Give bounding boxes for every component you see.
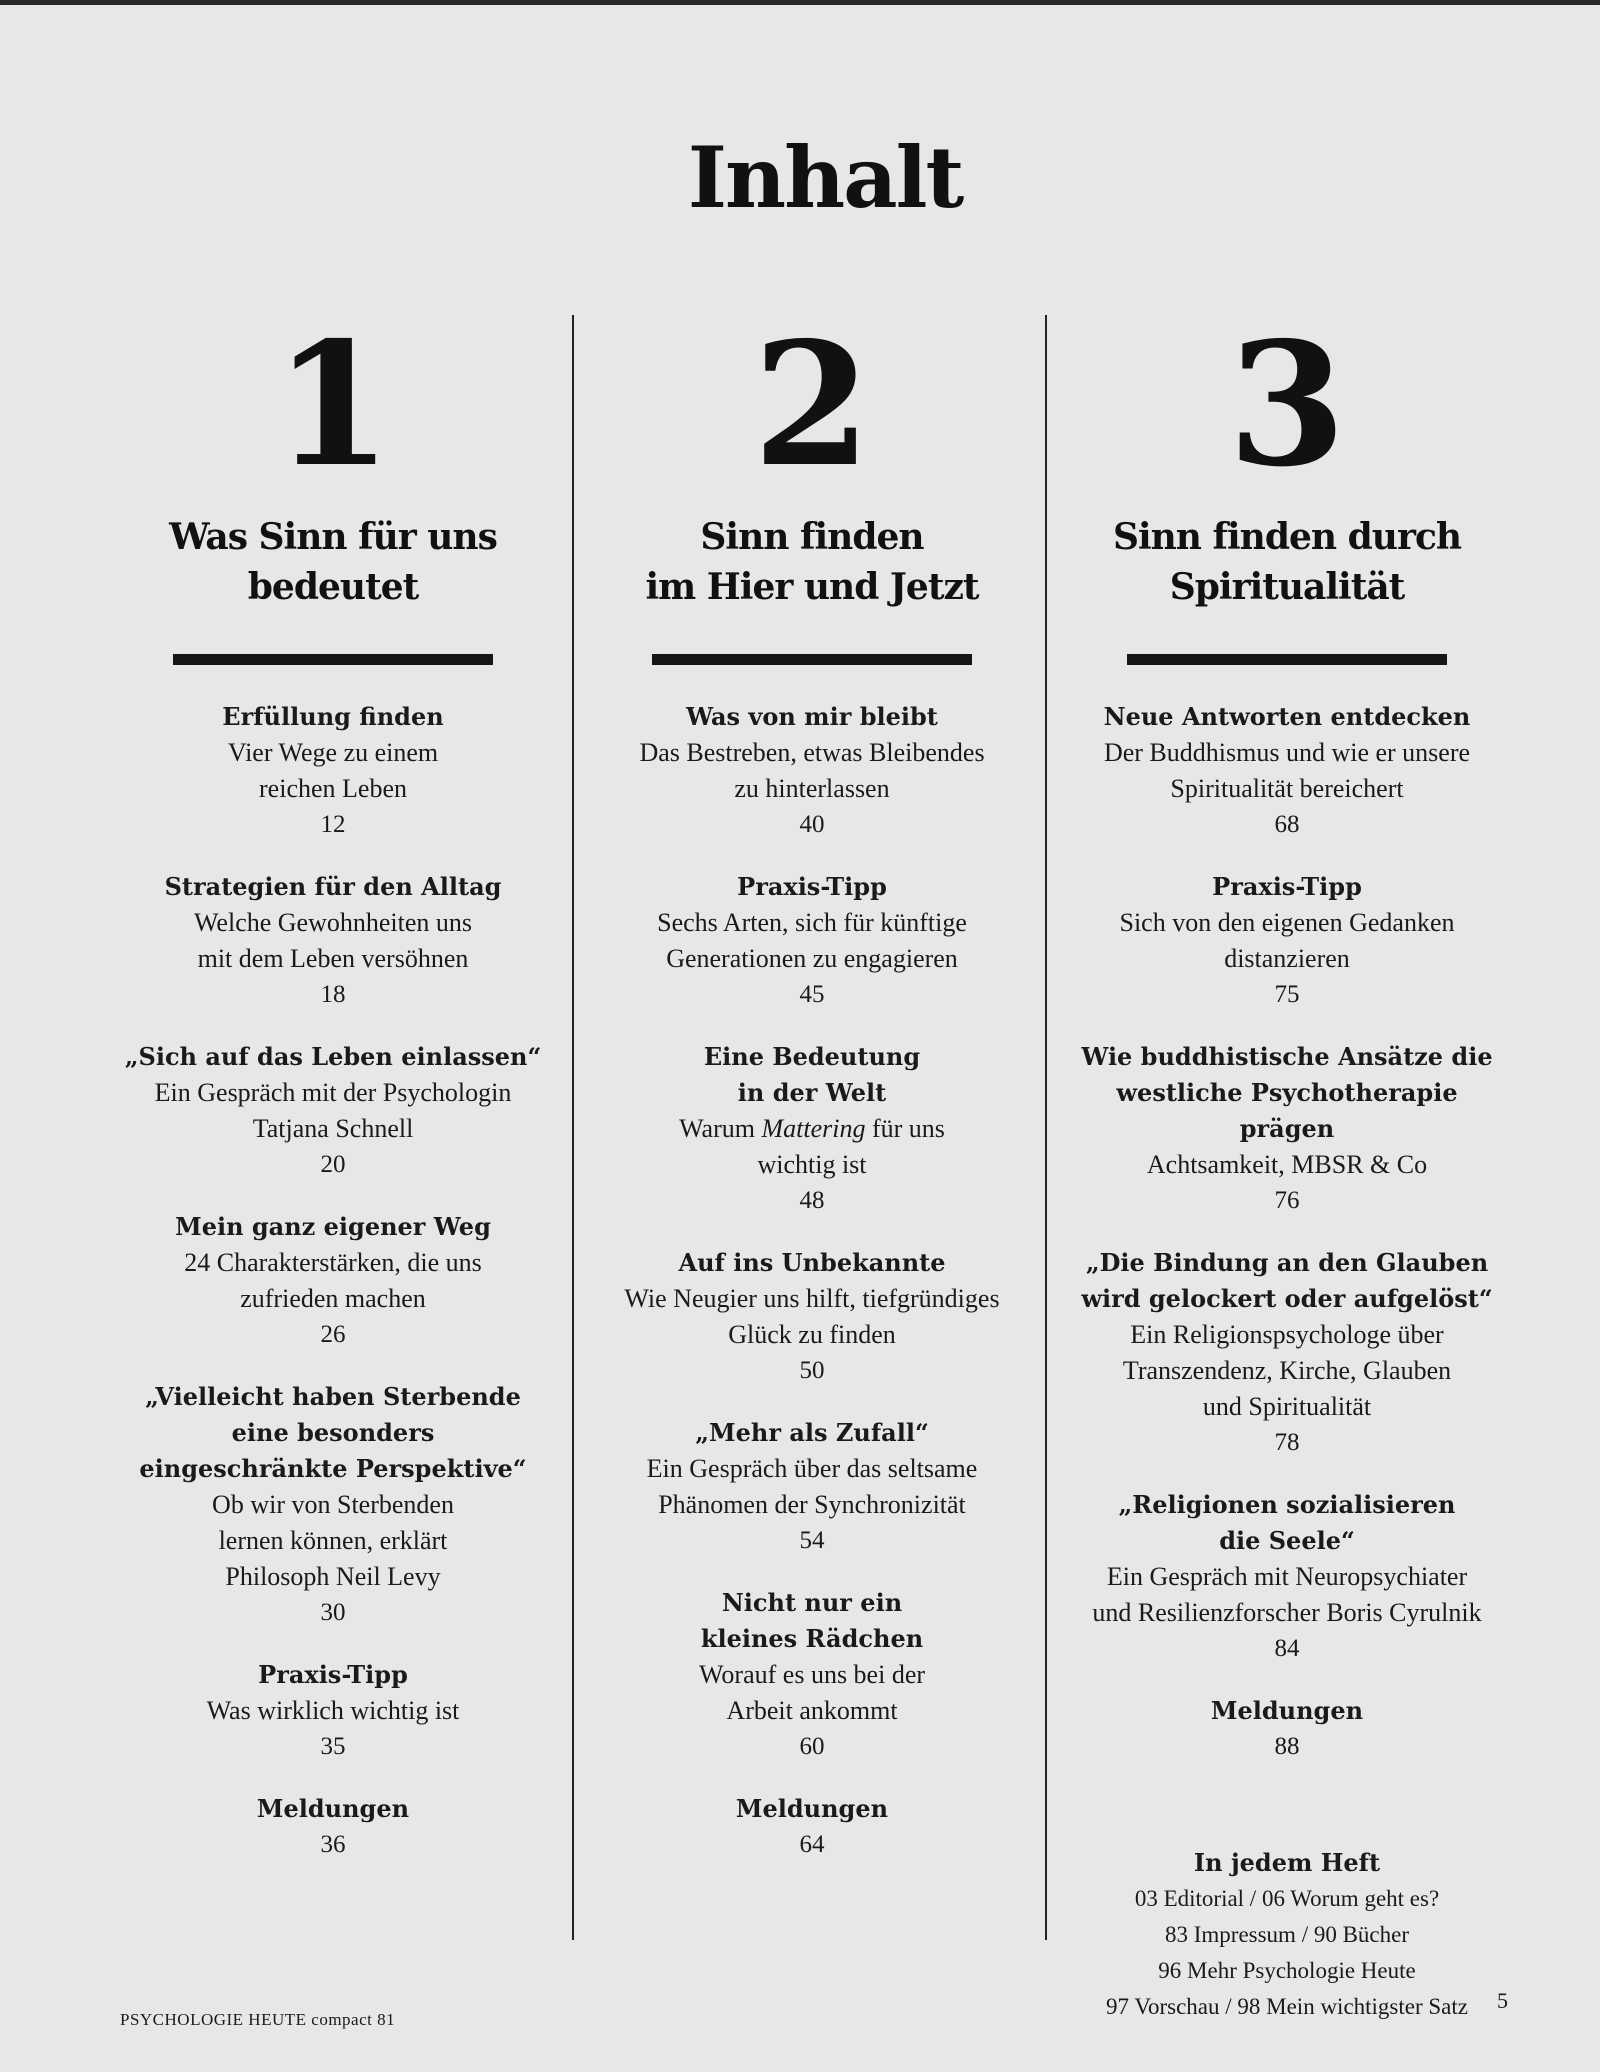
entry-description: Ein Gespräch über das seltsame Phänomen der Synchronizität <box>646 1454 978 1519</box>
entry-page-number: 48 <box>799 1187 825 1214</box>
section-number: 3 <box>1227 305 1347 505</box>
entry-title: Meldungen <box>1210 1696 1364 1725</box>
entry-page-number: 35 <box>320 1733 346 1760</box>
toc-entry[interactable] <box>113 1657 553 1765</box>
toc-entry[interactable] <box>592 1415 1032 1559</box>
entry-title: Erfüllung finden <box>222 702 444 731</box>
in-jedem-heft-line[interactable]: 97 Vorschau / 98 Mein wichtigster Satz <box>1106 1994 1468 2019</box>
toc-entry[interactable] <box>592 869 1032 1013</box>
toc-entry[interactable] <box>113 1039 553 1183</box>
entry-page-number: 36 <box>320 1831 346 1858</box>
page-number: 5 <box>1497 1988 1508 2013</box>
entry-description <box>592 1111 1032 1183</box>
entry-description-emphasis: Mattering <box>761 1114 866 1143</box>
entry-page-number: 26 <box>320 1321 346 1348</box>
entry-page-number: 12 <box>320 811 346 838</box>
toc-entry[interactable] <box>592 1585 1032 1765</box>
entry-title: Praxis-Tipp <box>258 1660 408 1689</box>
entry-page-number: 20 <box>320 1151 346 1178</box>
section-1-column <box>113 305 553 1889</box>
entry-title: Was von mir bleibt <box>686 702 938 731</box>
entry-page-number: 76 <box>1274 1187 1300 1214</box>
column-divider <box>572 315 574 1940</box>
toc-entry[interactable] <box>1067 869 1507 1013</box>
entry-description: Ein Religionspsychologe über Transzendenz, Kirche, Glauben und Spiritualität <box>1122 1320 1452 1421</box>
in-jedem-heft-line[interactable]: 96 Mehr Psychologie Heute <box>1158 1958 1416 1983</box>
toc-entry[interactable] <box>1067 1693 1507 1765</box>
top-edge-line <box>0 0 1600 5</box>
entry-title: „Die Bindung an den Glauben wird gelockert oder aufgelöst“ <box>1081 1248 1493 1313</box>
entry-page-number: 30 <box>320 1599 346 1626</box>
toc-entry[interactable] <box>113 869 553 1013</box>
entry-page-number: 54 <box>799 1527 825 1554</box>
toc-entry[interactable] <box>1067 1039 1507 1219</box>
entry-title: Meldungen <box>256 1794 410 1823</box>
section-number: 1 <box>273 305 393 505</box>
entry-description-text: für uns wichtig ist <box>757 1114 945 1179</box>
entry-title: Nicht nur ein kleines Rädchen <box>700 1588 924 1653</box>
section-number: 2 <box>752 305 872 505</box>
entry-page-number: 78 <box>1274 1429 1300 1456</box>
entry-description: Ein Gespräch mit Neuropsychiater und Resilienzforscher Boris Cyrulnik <box>1092 1562 1482 1627</box>
in-jedem-heft-title: In jedem Heft <box>1193 1848 1381 1877</box>
entry-description: Ob wir von Sterbenden lernen können, erklärt Philosoph Neil Levy <box>212 1490 454 1591</box>
entry-page-number: 68 <box>1274 811 1300 838</box>
toc-entry[interactable] <box>113 1791 553 1863</box>
toc-entry[interactable] <box>592 1245 1032 1389</box>
entry-description: Sechs Arten, sich für künftige Generationen zu engagieren <box>657 908 967 973</box>
entry-description: Worauf es uns bei der Arbeit ankommt <box>698 1660 926 1725</box>
toc-entry[interactable] <box>113 1379 553 1631</box>
in-jedem-heft-box <box>1067 1845 1507 2025</box>
entry-description: Der Buddhismus und wie er unsere Spiritualität bereichert <box>1103 738 1471 803</box>
section-rule <box>652 654 972 665</box>
entry-title: Praxis-Tipp <box>737 872 887 901</box>
entry-page-number: 75 <box>1274 981 1300 1008</box>
entry-title: Meldungen <box>735 1794 889 1823</box>
entry-title: „Religionen sozialisieren die Seele“ <box>1118 1490 1456 1555</box>
toc-entry[interactable] <box>592 699 1032 843</box>
entry-title: Eine Bedeutung in der Welt <box>703 1042 921 1107</box>
entry-title: Wie buddhistische Ansätze die westliche Psychotherapie prägen <box>1081 1042 1493 1143</box>
column-divider <box>1045 315 1047 1940</box>
section-title: Sinn finden im Hier und Jetzt <box>645 516 979 608</box>
entry-page-number: 88 <box>1274 1733 1300 1760</box>
in-jedem-heft-line[interactable]: 03 Editorial / 06 Worum geht es? <box>1134 1886 1440 1911</box>
entry-description: Ein Gespräch mit der Psychologin Tatjana Schnell <box>154 1078 512 1143</box>
section-title: Sinn finden durch Spiritualität <box>1112 516 1462 608</box>
entry-page-number: 18 <box>320 981 346 1008</box>
entry-description: Vier Wege zu einem reichen Leben <box>227 738 439 803</box>
entry-page-number: 60 <box>799 1733 825 1760</box>
entry-title: Mein ganz eigener Weg <box>175 1212 491 1241</box>
entry-title: Neue Antworten entdecken <box>1103 702 1471 731</box>
entry-page-number: 64 <box>799 1831 825 1858</box>
entry-title: „Mehr als Zufall“ <box>695 1418 929 1447</box>
entry-page-number: 40 <box>799 811 825 838</box>
section-rule <box>1127 654 1447 665</box>
entry-description: Das Bestreben, etwas Bleibendes zu hinterlassen <box>639 738 985 803</box>
section-rule <box>173 654 493 665</box>
entry-description: 24 Charakterstärken, die uns zufrieden machen <box>184 1248 482 1313</box>
toc-entry[interactable] <box>1067 1487 1507 1667</box>
toc-entry[interactable] <box>1067 1245 1507 1461</box>
entry-title: „Vielleicht haben Sterbende eine besonders eingeschränkte Perspektive“ <box>139 1382 527 1483</box>
toc-entry[interactable] <box>592 1791 1032 1863</box>
entry-title: Auf ins Unbekannte <box>678 1248 946 1277</box>
entry-title: Strategien für den Alltag <box>164 872 502 901</box>
entry-page-number: 45 <box>799 981 825 1008</box>
entry-description: Achtsamkeit, MBSR & Co <box>1146 1150 1428 1179</box>
toc-entry[interactable] <box>113 699 553 843</box>
entry-description: Wie Neugier uns hilft, tiefgründiges Glück zu finden <box>624 1284 1000 1349</box>
magazine-footer: PSYCHOLOGIE HEUTE compact 81 <box>120 2010 396 2029</box>
section-title: Was Sinn für uns bedeutet <box>169 516 497 608</box>
entry-title: Praxis-Tipp <box>1212 872 1362 901</box>
entry-description: Sich von den eigenen Gedanken distanzieren <box>1119 908 1455 973</box>
entry-description: Was wirklich wichtig ist <box>206 1696 460 1725</box>
toc-entry[interactable] <box>113 1209 553 1353</box>
section-3-column <box>1067 305 1507 2025</box>
toc-entry[interactable] <box>592 1039 1032 1219</box>
page-title: Inhalt <box>687 128 963 227</box>
section-2-column <box>592 305 1032 1889</box>
entry-description: Welche Gewohnheiten uns mit dem Leben versöhnen <box>193 908 473 973</box>
in-jedem-heft-line[interactable]: 83 Impressum / 90 Bücher <box>1164 1922 1409 1947</box>
entry-description-text: Warum <box>679 1114 762 1143</box>
entry-title: „Sich auf das Leben einlassen“ <box>124 1042 542 1071</box>
toc-entry[interactable] <box>1067 699 1507 843</box>
entry-page-number: 50 <box>799 1357 825 1384</box>
entry-page-number: 84 <box>1274 1635 1300 1662</box>
